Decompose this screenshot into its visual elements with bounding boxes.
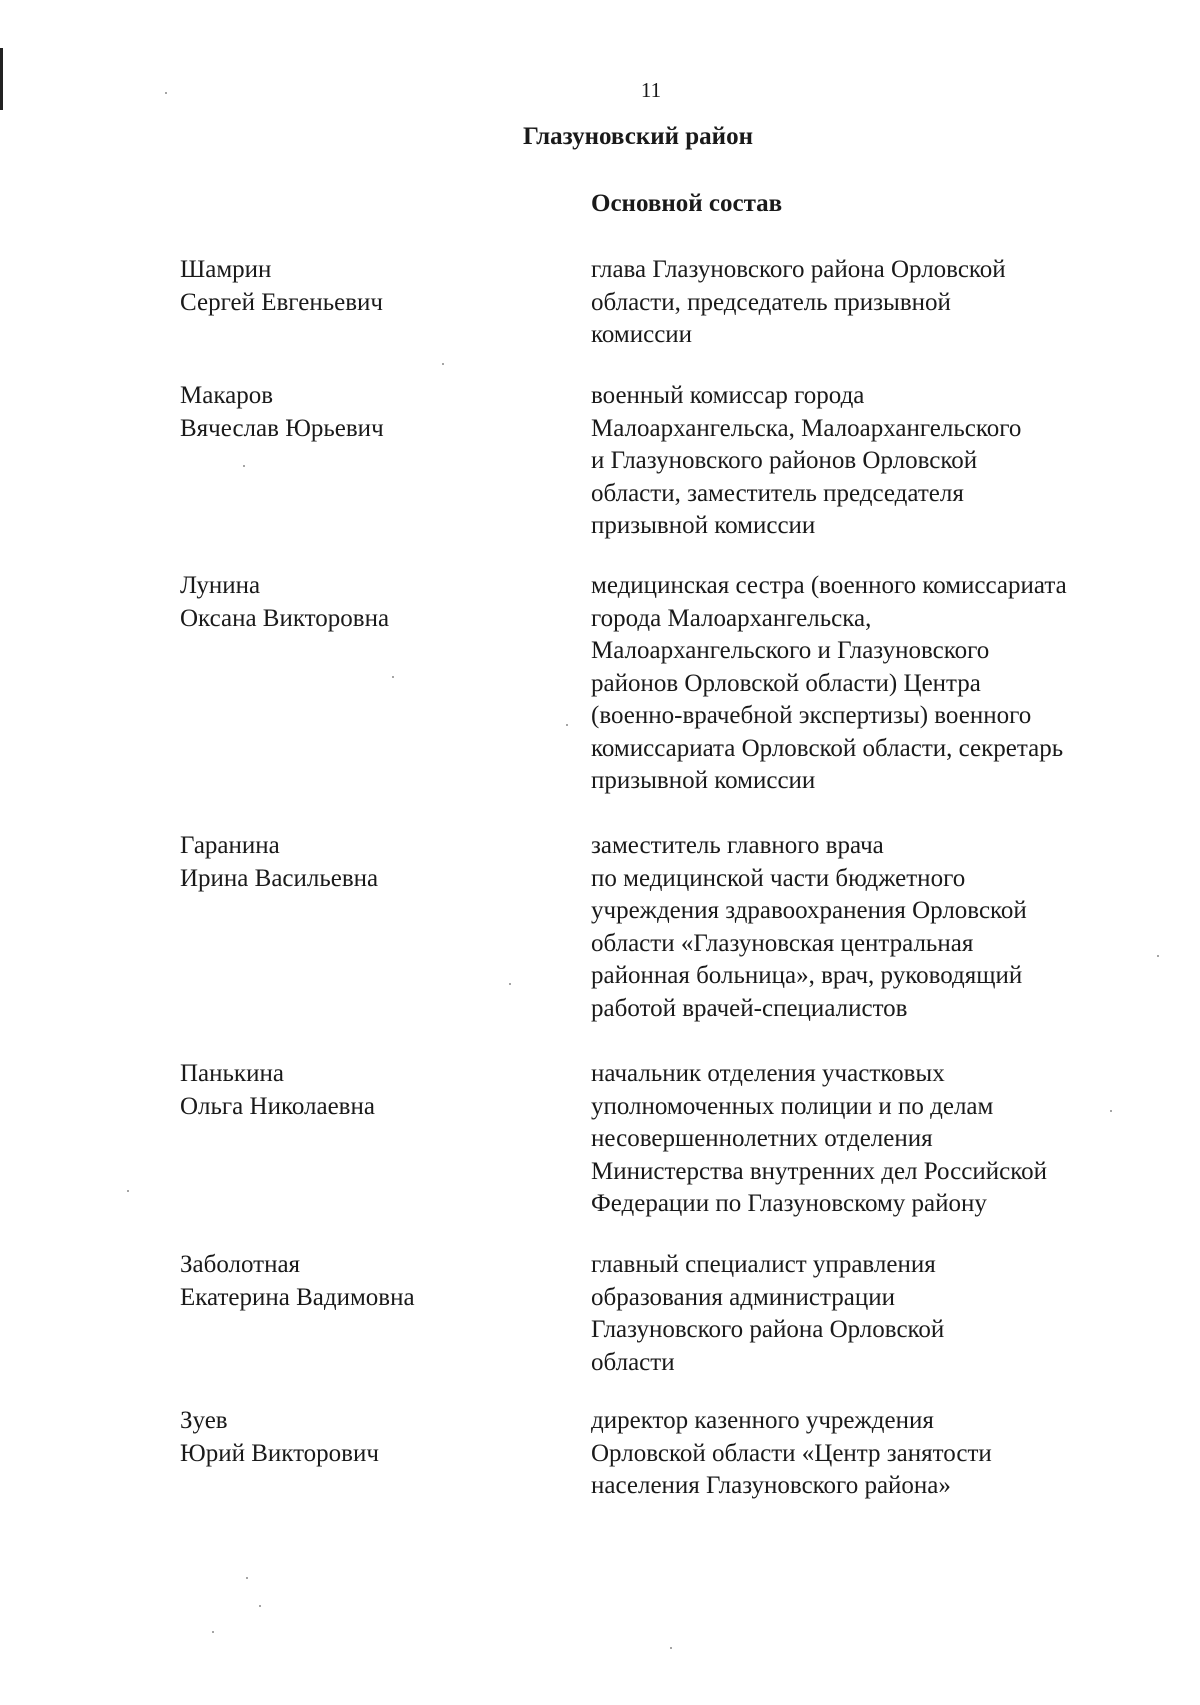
member-name	[180, 1058, 560, 1123]
role-line: работой врачей-специалистов	[591, 994, 908, 1022]
member-role	[591, 830, 1151, 1025]
member-role	[591, 1058, 1151, 1221]
role-line: комиссариата Орловской области, секретарь	[591, 734, 1064, 762]
member-given-names: Оксана Викторовна	[180, 604, 390, 632]
role-line: (военно-врачебной экспертизы) военного	[591, 702, 1032, 729]
role-line: и Глазуновского районов Орловской	[591, 447, 978, 474]
composition-title: Основной состав	[591, 190, 783, 217]
member-name	[180, 1405, 560, 1470]
member-name	[180, 830, 560, 895]
role-line: области «Глазуновская центральная	[591, 929, 974, 957]
role-line: заместитель главного врача	[591, 832, 884, 859]
member-name	[180, 1249, 560, 1314]
scan-speck	[1110, 1110, 1112, 1112]
member-surname: Зуев	[180, 1407, 228, 1434]
role-line: Орловской области «Центр занятости	[591, 1439, 992, 1467]
role-line: образования администрации	[591, 1283, 895, 1311]
role-line: Министерства внутренних дел Российской	[591, 1157, 1047, 1185]
scan-speck	[509, 983, 511, 985]
scan-speck	[243, 465, 245, 467]
scan-speck	[212, 1631, 214, 1633]
member-given-names: Юрий Викторович	[180, 1439, 379, 1467]
role-line: области, заместитель председателя	[591, 479, 964, 507]
role-line: районная больница», врач, руководящий	[591, 962, 1023, 989]
role-line: несовершеннолетних отделения	[591, 1125, 933, 1152]
role-line: города Малоархангельска,	[591, 604, 872, 632]
scan-speck	[566, 724, 568, 726]
member-surname: Макаров	[180, 382, 273, 409]
member-role	[591, 254, 1151, 352]
member-name	[180, 254, 560, 319]
role-line: уполномоченных полиции и по делам	[591, 1092, 994, 1120]
member-surname: Лунина	[180, 572, 261, 599]
role-line: Малоархангельского и Глазуновского	[591, 637, 990, 664]
member-role	[591, 1405, 1151, 1503]
district-title: Глазуновский район	[523, 123, 753, 150]
scan-speck	[670, 1647, 672, 1649]
member-surname: Заболотная	[180, 1251, 301, 1278]
role-line: населения Глазуновского района»	[591, 1472, 951, 1499]
role-line: области	[591, 1348, 675, 1376]
member-given-names: Ирина Васильевна	[180, 864, 379, 892]
role-line: Федерации по Глазуновскому району	[591, 1190, 987, 1217]
role-line: глава Глазуновского района Орловской	[591, 256, 1006, 283]
scan-speck	[165, 92, 167, 94]
member-surname: Гаранина	[180, 832, 280, 859]
role-line: Глазуновского района Орловской	[591, 1316, 945, 1343]
scan-speck	[442, 363, 444, 365]
role-line: по медицинской части бюджетного	[591, 864, 966, 892]
member-name	[180, 380, 560, 445]
scan-speck	[127, 1190, 129, 1192]
scan-speck	[246, 1577, 248, 1579]
member-surname: Панькина	[180, 1060, 284, 1087]
scan-speck	[259, 1605, 261, 1607]
page-number: 11	[640, 78, 662, 102]
role-line: области, председатель призывной	[591, 288, 951, 316]
member-given-names: Вячеслав Юрьевич	[180, 414, 384, 442]
role-line: военный комиссар города	[591, 382, 865, 409]
scan-speck	[1157, 955, 1159, 957]
member-given-names: Екатерина Вадимовна	[180, 1283, 415, 1311]
role-line: учреждения здравоохранения Орловской	[591, 897, 1027, 924]
role-line: Малоархангельска, Малоархангельского	[591, 414, 1022, 442]
member-given-names: Ольга Николаевна	[180, 1092, 375, 1120]
role-line: главный специалист управления	[591, 1251, 936, 1278]
scan-speck	[392, 676, 394, 678]
role-line: районов Орловской области) Центра	[591, 669, 981, 697]
member-given-names: Сергей Евгеньевич	[180, 288, 383, 316]
member-name	[180, 570, 560, 635]
role-line: призывной комиссии	[591, 512, 816, 539]
role-line: призывной комиссии	[591, 767, 816, 794]
role-line: начальник отделения участковых	[591, 1060, 945, 1087]
member-surname: Шамрин	[180, 256, 272, 283]
role-line: комиссии	[591, 321, 693, 348]
member-role	[591, 380, 1151, 543]
role-line: медицинская сестра (военного комиссариата	[591, 572, 1067, 599]
member-role	[591, 1249, 1151, 1379]
role-line: директор казенного учреждения	[591, 1407, 934, 1434]
member-role	[591, 570, 1151, 798]
